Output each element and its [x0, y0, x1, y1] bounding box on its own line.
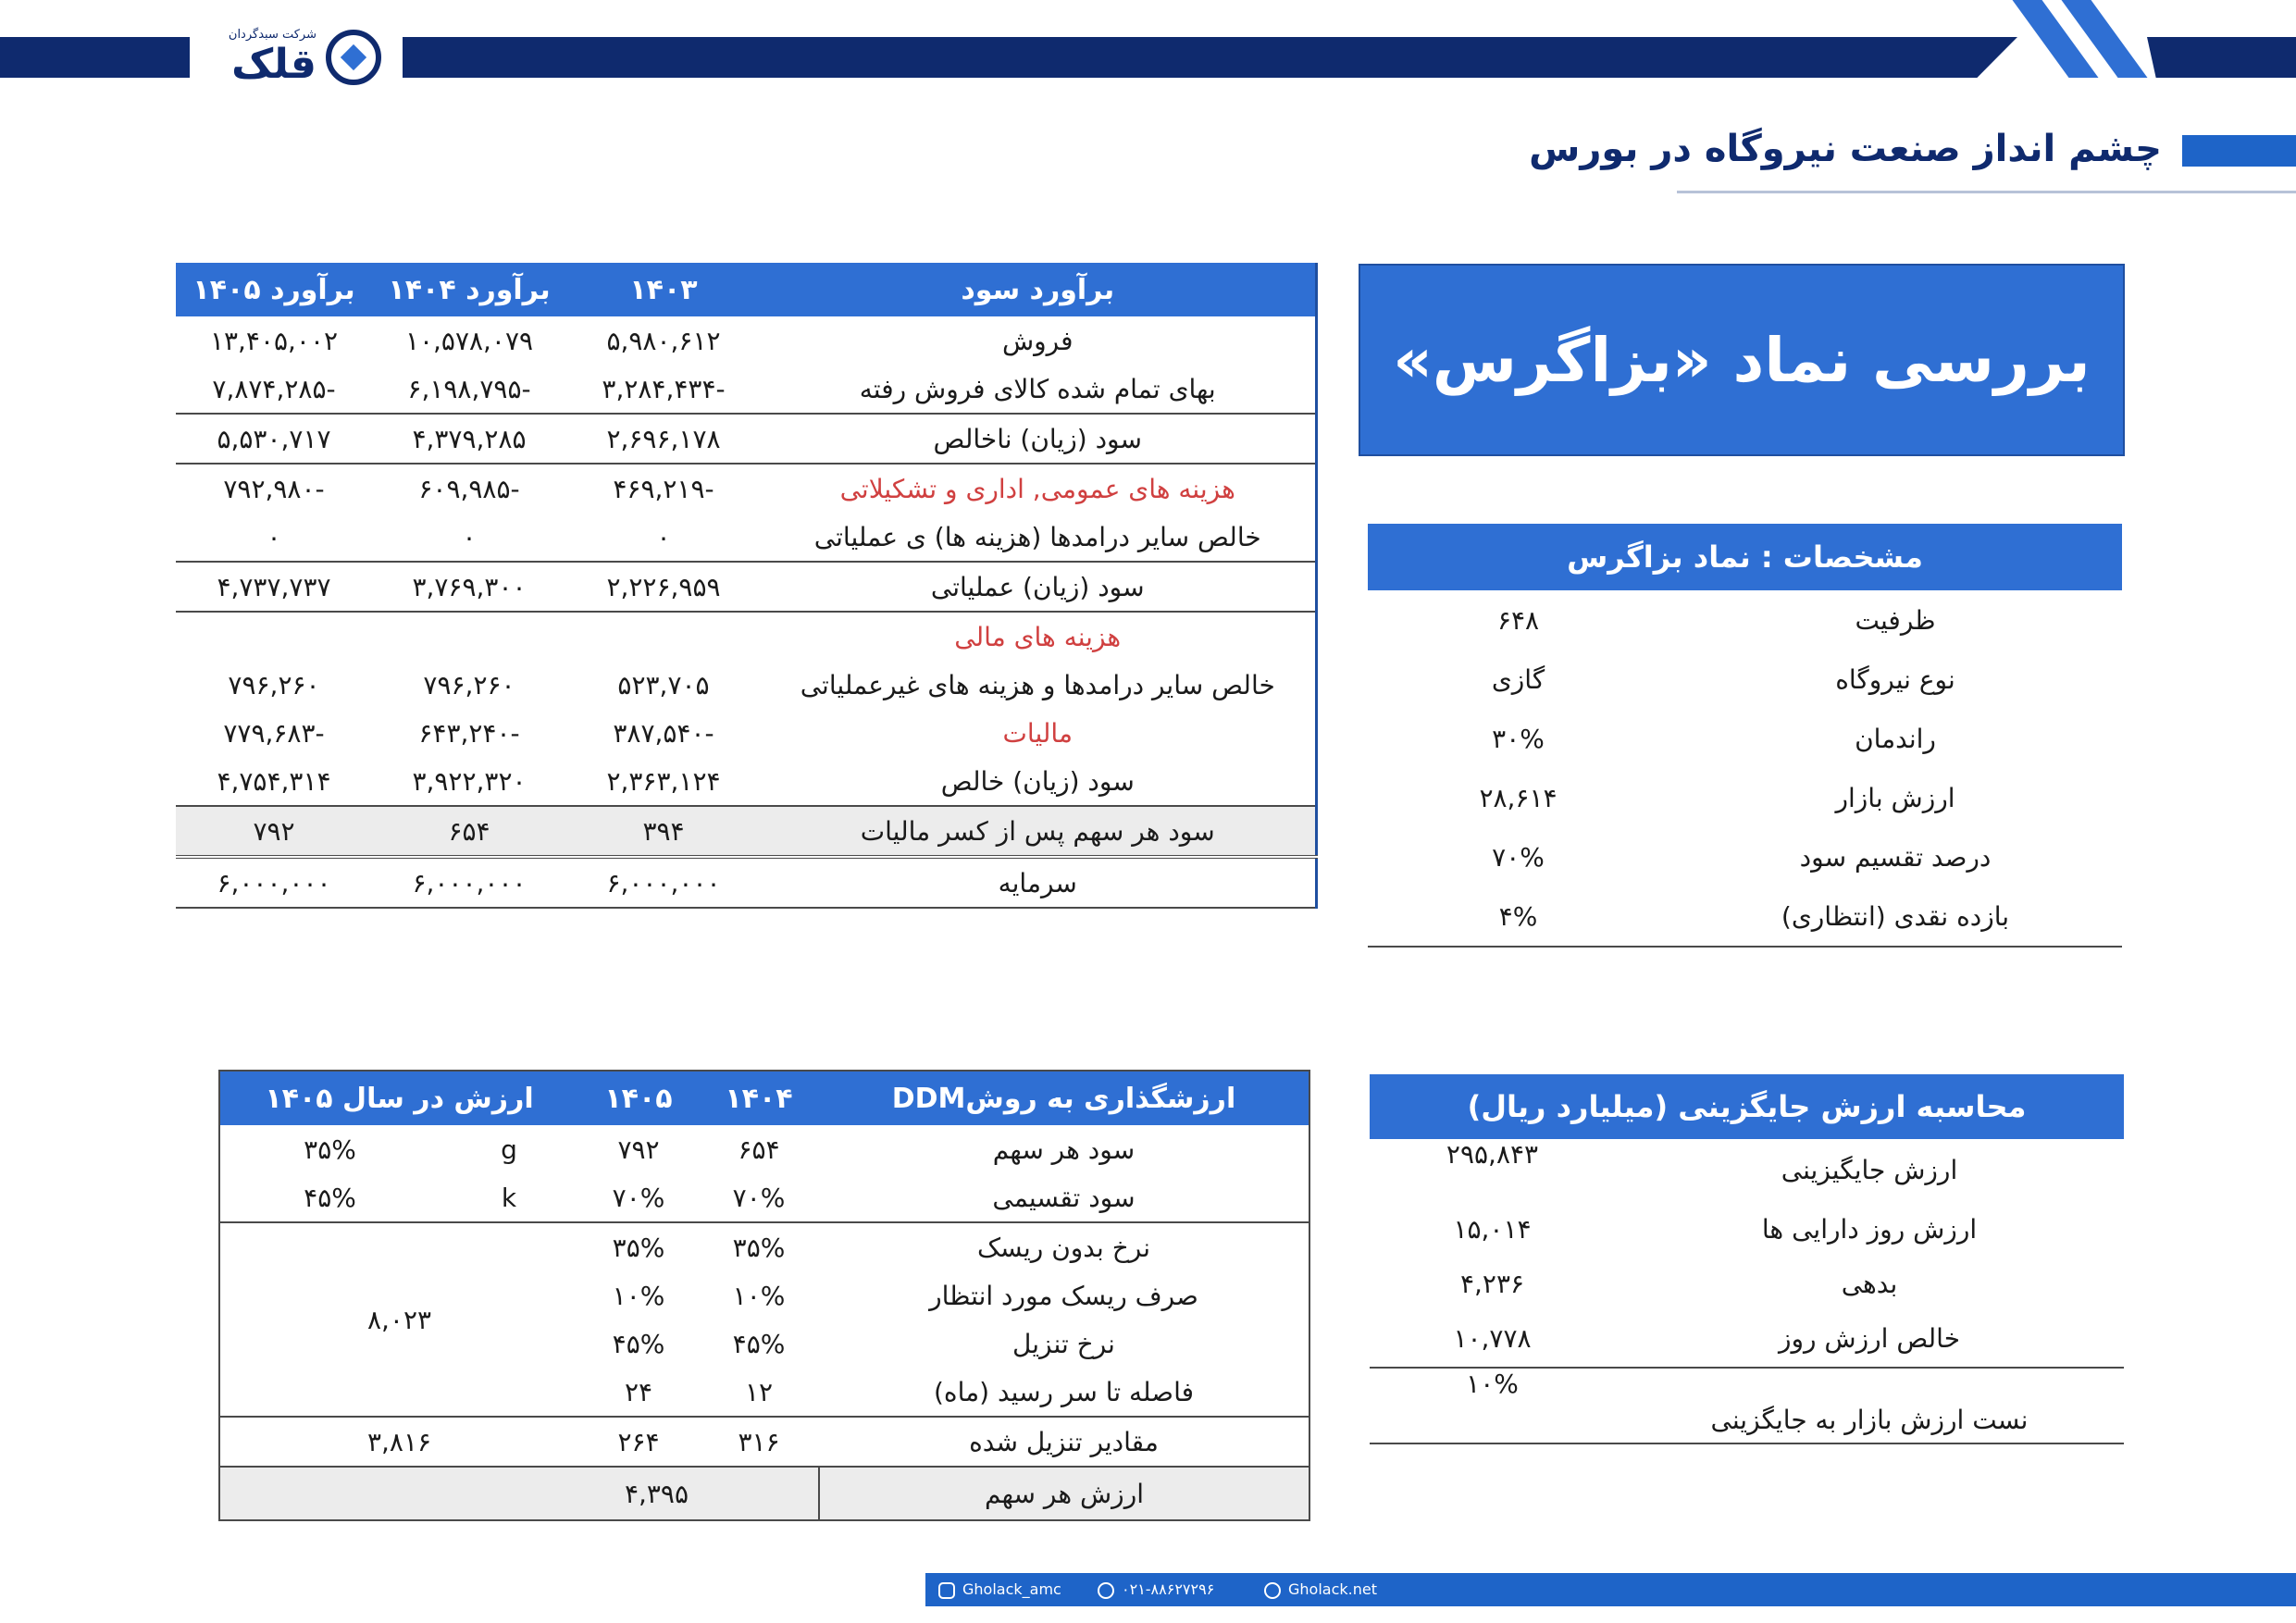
cell-1405: -۷۷۹,۶۸۳	[223, 717, 325, 749]
replacement-value: ۲۹۵,۸۴۳	[1446, 1139, 1539, 1170]
row-label: نرخ تنزیل	[1012, 1328, 1115, 1359]
spec-label: درصد تقسیم سود	[1799, 841, 1992, 873]
cell-1405: ۷۰%	[578, 1173, 699, 1222]
row-label: خالص سایر درامدها و هزینه های غیرعملیاتی	[800, 669, 1275, 700]
param-name: k	[440, 1173, 578, 1222]
col-header-value-1405: ارزش در سال ۱۴۰۵	[219, 1071, 578, 1125]
table-row	[1370, 1368, 2124, 1443]
cell-1404: ۳,۷۶۹,۳۰۰	[372, 562, 566, 612]
row-label: نرخ بدون ریسک	[976, 1232, 1151, 1263]
header-band-left	[0, 37, 190, 78]
footer-instagram[interactable]	[938, 1573, 1061, 1606]
row-label: مقادیر تنزیل شده	[819, 1417, 1309, 1467]
cell-1404: ۶,۰۰۰,۰۰۰	[372, 857, 566, 908]
cell-1405: ۵,۵۳۰,۷۱۷	[176, 414, 372, 464]
replacement-label: ارزش جایگیزینی	[1781, 1154, 1958, 1185]
discounted-total: ۳,۸۱۶	[219, 1417, 578, 1467]
cell-1405: ۷۹۲	[617, 1134, 660, 1165]
spec-value: ۴%	[1368, 886, 1669, 947]
replacement-value: ۱۵,۰۱۴	[1453, 1213, 1532, 1245]
replacement-title: محاسبه ارزش جایگزینی (میلیارد ریال)	[1370, 1074, 2124, 1139]
phone-number: ۰۲۱-۸۸۶۲۷۲۹۶	[1122, 1580, 1215, 1598]
logo-mark-icon	[326, 30, 381, 85]
cell-1404: ۱۰%	[732, 1280, 786, 1311]
cell-1404: ۴۵%	[732, 1328, 786, 1359]
specs-table	[1368, 524, 2122, 948]
spec-label: ارزش بازار	[1835, 782, 1955, 813]
table-row	[176, 857, 1316, 908]
cell-1405: ۴۵%	[612, 1328, 665, 1359]
row-label: سرمایه	[761, 857, 1316, 908]
cell-1403: ۲,۶۹۶,۱۷۸	[566, 414, 761, 464]
cell-1404: ۱۲	[699, 1368, 819, 1417]
row-label: سود (زیان) خالص	[761, 757, 1316, 806]
instagram-handle: Gholack_amc	[962, 1580, 1061, 1598]
header-band-right	[2147, 37, 2296, 78]
footer-website[interactable]	[1264, 1573, 1377, 1606]
specs-title: مشخصات : نماد بزاگرس	[1368, 524, 2122, 590]
row-label: هزینه های عمومی, اداری و تشکیلاتی	[839, 473, 1235, 504]
replacement-label: خالص ارزش روز	[1615, 1309, 2124, 1368]
cell-1404: -۶,۱۹۸,۷۹۵	[372, 365, 566, 414]
row-label: سود (زیان) ناخالص	[761, 414, 1316, 464]
total-value: ۴,۳۹۵	[219, 1467, 819, 1520]
cell-1405: ۴,۷۳۷,۷۳۷	[176, 562, 372, 612]
row-label: خالص سایر درامدها (هزینه ها) ی عملیاتی	[761, 513, 1316, 562]
cell-1403: -۳۸۷,۵۴۰	[613, 717, 714, 749]
cell-1404: ۰	[372, 513, 566, 562]
col-header-1404: ۱۴۰۴	[699, 1071, 819, 1125]
table-row	[176, 757, 1316, 806]
cell-1405: ۳۵%	[612, 1232, 665, 1263]
spec-label: بازده نقدی (انتظاری)	[1669, 886, 2122, 947]
table-row	[1370, 1200, 2124, 1258]
row-label: سود هر سهم	[992, 1134, 1136, 1165]
table-row	[176, 414, 1316, 464]
replacement-label: ارزش روز دارایی ها	[1761, 1213, 1978, 1245]
cell-1405: ۰	[176, 513, 372, 562]
table-row	[176, 661, 1316, 709]
cell-1403: ۲,۲۲۶,۹۵۹	[566, 562, 761, 612]
col-header-1405: ۱۴۰۵	[578, 1071, 699, 1125]
row-label: سود تقسیمی	[819, 1173, 1309, 1222]
table-row	[219, 1467, 1309, 1520]
cell-1403: ۶,۰۰۰,۰۰۰	[566, 857, 761, 908]
ddm-merged-value: ۸,۰۲۳	[219, 1222, 578, 1417]
cell-1404: ۴,۳۷۹,۲۸۵	[372, 414, 566, 464]
phone-icon	[1098, 1582, 1114, 1599]
cell-1403	[566, 612, 761, 661]
cell-1403: -۴۶۹,۲۱۹	[613, 473, 714, 504]
table-row	[176, 806, 1316, 857]
col-header-1404: برآورد ۱۴۰۴	[372, 263, 566, 316]
ddm-valuation-table	[218, 1070, 1310, 1521]
cell-1404	[372, 612, 566, 661]
cell-1404: ۳۱۶	[699, 1417, 819, 1467]
table-row	[1370, 1139, 2124, 1200]
cell-1405: ۱۳,۴۰۵,۰۰۲	[209, 325, 339, 356]
spec-value: ۲۸,۶۱۴	[1479, 782, 1558, 813]
col-header-1405: برآورد ۱۴۰۵	[176, 263, 372, 316]
spec-value: ۷۰%	[1492, 841, 1545, 873]
cell-1405: ۲۶۴	[578, 1417, 699, 1467]
param-name: g	[501, 1134, 517, 1165]
replacement-value: ۱۰%	[1370, 1368, 1615, 1443]
row-label: سود (زیان) عملیاتی	[761, 562, 1316, 612]
row-label: فروش	[1001, 325, 1074, 356]
page-title: چشم انداز صنعت نیروگاه در بورس	[1529, 128, 2162, 170]
cell-1404: ۳,۹۲۲,۳۲۰	[372, 757, 566, 806]
footer-phone[interactable]	[1098, 1573, 1214, 1606]
symbol-review-title: بررسی نماد «بزاگرس»	[1393, 324, 2091, 396]
table-row	[176, 464, 1316, 513]
table-row	[176, 513, 1316, 562]
table-row	[219, 1125, 1309, 1173]
cell-1403: ۵۲۳,۷۰۵	[617, 669, 710, 700]
row-label: فاصله تا سر رسید (ماه)	[819, 1368, 1309, 1417]
cell-1405: ۴,۷۵۴,۳۱۴	[176, 757, 372, 806]
table-row	[176, 365, 1316, 414]
row-label: هزینه های مالی	[954, 621, 1122, 652]
cell-1403: ۲,۳۶۳,۱۲۴	[566, 757, 761, 806]
cell-1405: ۶,۰۰۰,۰۰۰	[176, 857, 372, 908]
param-value: ۳۵%	[304, 1134, 356, 1165]
table-row	[1370, 1309, 2124, 1368]
logo-name: قلک	[231, 41, 316, 88]
total-label: ارزش هر سهم	[819, 1467, 1309, 1520]
symbol-review-box	[1359, 264, 2125, 456]
cell-1404: ۳۵%	[732, 1232, 786, 1263]
row-label: بهای تمام شده کالای فروش رفته	[761, 365, 1316, 414]
logo-subtitle: شرکت سبدگردان	[228, 28, 316, 42]
col-header-label: ارزشگذاری به روشDDM	[819, 1071, 1309, 1125]
cell-1405: ۱۰%	[612, 1280, 665, 1311]
cell-1403: ۵,۹۸۰,۶۱۲	[606, 325, 721, 356]
table-row	[1368, 886, 2122, 947]
website-url: Gholack.net	[1288, 1580, 1377, 1598]
table-row	[1370, 1258, 2124, 1309]
row-label: سود هر سهم پس از کسر مالیات	[761, 806, 1316, 857]
table-row	[219, 1222, 1309, 1271]
table-row	[219, 1417, 1309, 1467]
replacement-value-table	[1370, 1074, 2124, 1444]
profit-estimate-table	[176, 263, 1318, 909]
replacement-label: بدهی	[1841, 1268, 1898, 1299]
cell-1403: ۰	[566, 513, 761, 562]
table-row	[1368, 827, 2122, 886]
table-row	[176, 316, 1316, 365]
cell-1404: -۶۴۳,۲۴۰	[418, 717, 520, 749]
cell-1405: -۷۹۲,۹۸۰	[223, 473, 325, 504]
cell-1405: ۷۹۶,۲۶۰	[228, 669, 320, 700]
replacement-value: ۱۰,۷۷۸	[1370, 1309, 1615, 1368]
cell-1405: -۷,۸۷۴,۲۸۵	[176, 365, 372, 414]
replacement-value: ۴,۲۳۶	[1459, 1268, 1525, 1299]
cell-1404: ۶۵۴	[372, 806, 566, 857]
cell-1404: -۶۰۹,۹۸۵	[418, 473, 520, 504]
cell-1405: ۷۹۲	[176, 806, 372, 857]
cell-1405: ۲۴	[578, 1368, 699, 1417]
row-label: صرف ریسک مورد انتظار	[929, 1280, 1198, 1311]
table-row	[176, 612, 1316, 661]
param-value: ۴۵%	[219, 1173, 440, 1222]
col-header-label: برآورد سود	[761, 263, 1316, 316]
spec-label: ظرفیت	[1855, 604, 1936, 636]
company-logo	[215, 24, 381, 91]
globe-icon	[1264, 1582, 1281, 1599]
spec-value: ۶۴۸	[1496, 604, 1540, 636]
spec-label: نوع نیروگاه	[1835, 663, 1955, 695]
title-accent-bar	[2182, 135, 2296, 167]
table-row	[1368, 590, 2122, 650]
title-underline	[1677, 191, 2296, 193]
spec-value: ۳۰%	[1492, 723, 1545, 754]
table-row	[219, 1173, 1309, 1222]
row-label: مالیات	[1002, 717, 1073, 749]
cell-1404: ۷۹۶,۲۶۰	[423, 669, 515, 700]
instagram-icon	[938, 1582, 955, 1599]
table-row	[176, 709, 1316, 757]
table-row	[1368, 768, 2122, 827]
cell-1403: ۳۹۴	[566, 806, 761, 857]
col-header-1403: ۱۴۰۳	[566, 263, 761, 316]
table-row	[176, 562, 1316, 612]
footer-bar	[925, 1573, 2296, 1606]
cell-1405	[176, 612, 372, 661]
cell-1404: ۱۰,۵۷۸,۰۷۹	[404, 325, 534, 356]
cell-1404: ۷۰%	[699, 1173, 819, 1222]
cell-1404: ۶۵۴	[738, 1134, 780, 1165]
spec-label: راندمان	[1855, 723, 1936, 754]
table-row	[1368, 650, 2122, 709]
replacement-label: نست ارزش بازار به جایگزینی	[1615, 1368, 2124, 1443]
cell-1403: -۳,۲۸۴,۴۳۴	[566, 365, 761, 414]
table-row	[1368, 709, 2122, 768]
spec-value: گازی	[1491, 663, 1545, 695]
header-band	[403, 37, 2017, 78]
